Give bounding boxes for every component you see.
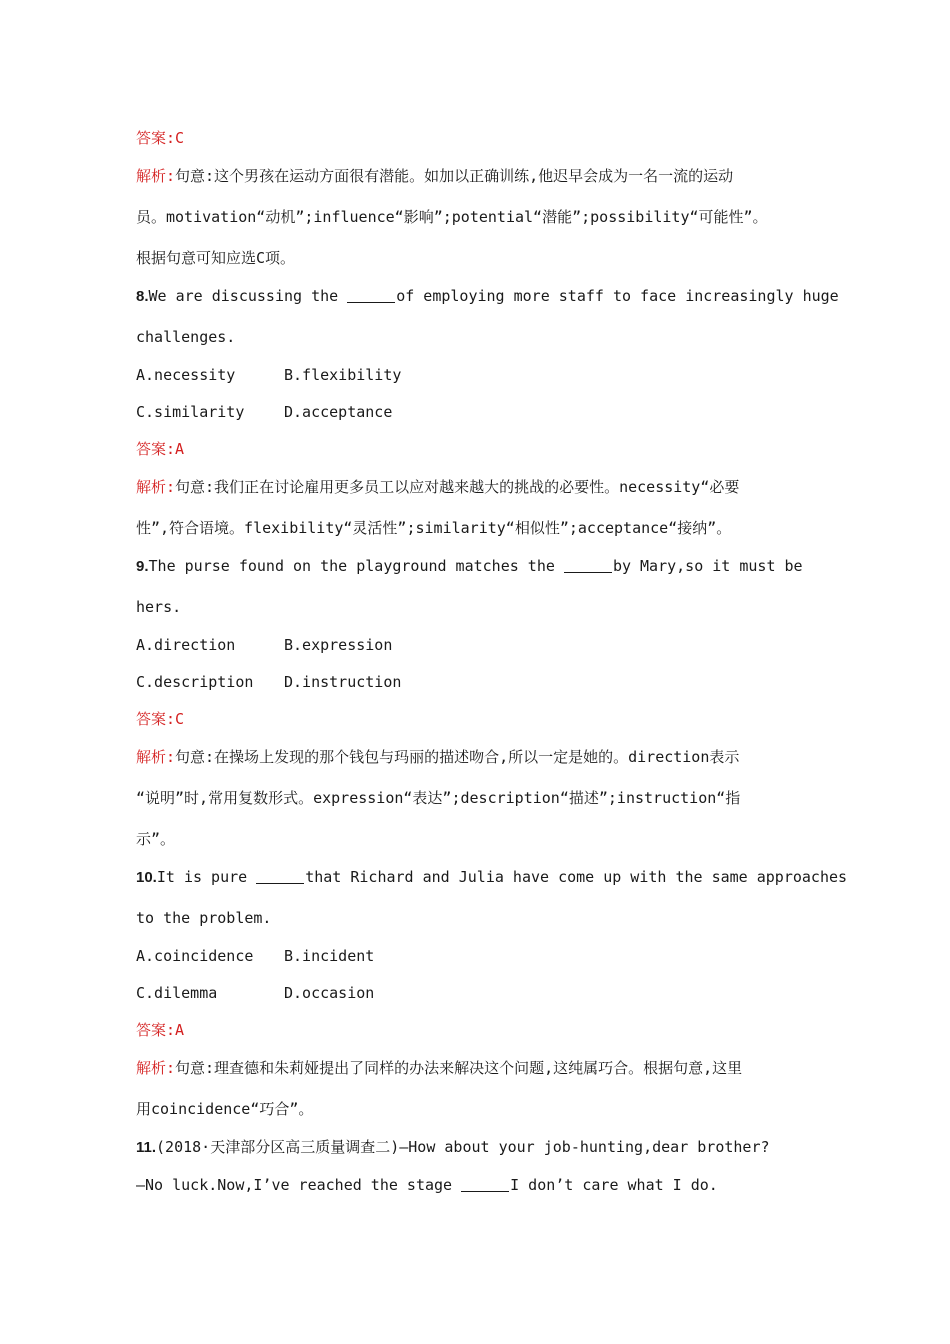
q9-analysis-line-2: “说明”时,常用复数形式。expression“表达”;description“描述”;instruction“指 [136, 789, 741, 807]
answer-value: C [175, 710, 185, 728]
stem-text: —No luck.Now,I’ve reached the stage [136, 1176, 462, 1194]
analysis-label: 解析: [136, 167, 176, 185]
q7-analysis-line-3: 根据句意可知应选C项。 [136, 249, 296, 267]
q10-options-cd [136, 981, 826, 1005]
question-number: 9. [136, 558, 149, 575]
q8-options-ab [136, 363, 826, 387]
analysis-text: 句意:我们正在讨论雇用更多员工以应对越来越大的挑战的必要性。necessity“必要 [175, 478, 740, 496]
answer-label: 答案: [136, 129, 176, 147]
stem-text: We are discussing the [148, 287, 348, 305]
q9-answer [136, 707, 826, 731]
option-b: B.flexibility [284, 366, 402, 384]
stem-text: that Richard and Julia have come up with the same approaches [305, 868, 848, 886]
q7-answer [136, 126, 826, 150]
analysis-text: 句意:在操场上发现的那个钱包与玛丽的描述吻合,所以一定是她的。direction表示 [175, 748, 740, 766]
q11-stem-line-1 [136, 1135, 826, 1159]
stem-text: The purse found on the playground matches the [148, 557, 564, 575]
analysis-text: 句意:这个男孩在运动方面很有潜能。如加以正确训练,他迟早会成为一名一流的运动 [175, 167, 734, 185]
stem-text: by Mary,so it must be [612, 557, 803, 575]
answer-value: A [175, 440, 185, 458]
answer-blank [256, 868, 304, 884]
stem-text: It is pure [156, 868, 257, 886]
stem-text: (2018·天津部分区高三质量调查二)—How about your job-hunting,dear brother? [156, 1138, 770, 1156]
question-number: 11. [136, 1139, 157, 1156]
option-b: B.expression [284, 636, 393, 654]
analysis-label: 解析: [136, 478, 176, 496]
question-number: 10. [136, 869, 157, 886]
option-d: D.occasion [284, 984, 375, 1002]
q10-options-ab [136, 944, 826, 968]
option-d: D.instruction [284, 673, 402, 691]
q10-stem-line-1 [136, 865, 848, 889]
answer-blank [347, 287, 395, 303]
stem-text: I don’t care what I do. [510, 1176, 718, 1194]
q11-stem-line-2 [136, 1173, 826, 1197]
q9-analysis-line-3: 示”。 [136, 830, 176, 848]
q8-stem-line-2: challenges. [136, 328, 236, 346]
answer-blank [564, 557, 612, 573]
answer-value: A [175, 1021, 185, 1039]
q8-options-cd [136, 400, 826, 424]
q10-stem-line-2: to the problem. [136, 909, 272, 927]
option-a: A.necessity [136, 366, 236, 384]
answer-value: C [175, 129, 185, 147]
stem-text: of employing more staff to face increasingly huge [396, 287, 839, 305]
q7-analysis-line-2: 员。motivation“动机”;influence“影响”;potential“潜能”;possibility“可能性”。 [136, 208, 768, 226]
q8-stem-line-1 [136, 284, 839, 308]
q8-answer [136, 437, 826, 461]
q9-analysis-line-1 [136, 745, 826, 769]
q7-analysis-line-1 [136, 164, 826, 188]
option-a: A.direction [136, 636, 236, 654]
analysis-label: 解析: [136, 748, 176, 766]
option-c: C.dilemma [136, 984, 218, 1002]
q9-stem-line-2: hers. [136, 598, 182, 616]
option-c: C.description [136, 673, 254, 691]
option-d: D.acceptance [284, 403, 393, 421]
q10-analysis-line-1 [136, 1056, 826, 1080]
q9-stem-line-1 [136, 554, 826, 578]
q10-analysis-line-2: 用coincidence“巧合”。 [136, 1100, 314, 1118]
answer-blank [461, 1176, 509, 1192]
q10-answer [136, 1018, 826, 1042]
question-number: 8. [136, 288, 149, 305]
answer-label: 答案: [136, 1021, 176, 1039]
answer-label: 答案: [136, 710, 176, 728]
q9-options-cd [136, 670, 826, 694]
option-c: C.similarity [136, 403, 245, 421]
q8-analysis-line-2: 性”,符合语境。flexibility“灵活性”;similarity“相似性”;acceptance“接纳”。 [136, 519, 732, 537]
q8-analysis-line-1 [136, 475, 826, 499]
analysis-label: 解析: [136, 1059, 176, 1077]
q9-options-ab [136, 633, 826, 657]
option-b: B.incident [284, 947, 375, 965]
option-a: A.coincidence [136, 947, 254, 965]
answer-label: 答案: [136, 440, 176, 458]
analysis-text: 句意:理查德和朱莉娅提出了同样的办法来解决这个问题,这纯属巧合。根据句意,这里 [175, 1059, 743, 1077]
